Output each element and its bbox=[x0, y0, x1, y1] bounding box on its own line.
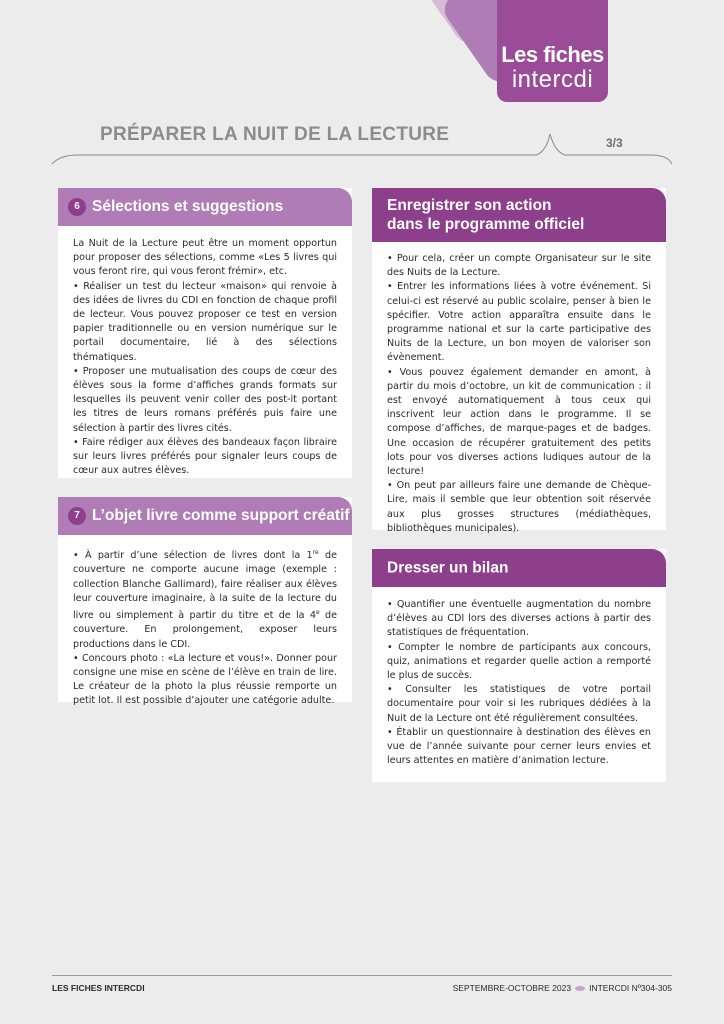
separator-dot bbox=[575, 986, 585, 991]
section-title: Enregistrer son action dans le programme officiel bbox=[387, 197, 585, 233]
footer-issue: INTERCDI Nº304-305 bbox=[589, 983, 672, 993]
bullet-item: • On peut par ailleurs faire une demande de Chèque-Lire, mais il semble que leur obtention soit réservée aux plus grosses structures (médiathèques, bibliothèques municipales). bbox=[387, 479, 651, 536]
brand-line2: intercdi bbox=[511, 66, 594, 93]
brand-logo bbox=[497, 0, 608, 102]
bullet-item: • Proposer une mutualisation des coups de cœur des élèves sous la forme d’affiches grands formats sur lesquelles ils peuvent venir coller des post-it portant les titres de leurs romans préférés puis faire une sélection à partir des livres cités. bbox=[73, 365, 337, 436]
footer-divider bbox=[52, 975, 672, 976]
bullet-item: • Compter le nombre de participants aux concours, quiz, animations et regarder quelle action a remporté le plus de succès. bbox=[387, 641, 651, 684]
page-number: 3/3 bbox=[606, 136, 623, 150]
bullet-item: • Pour cela, créer un compte Organisateur sur le site des Nuits de la Lecture. bbox=[387, 252, 651, 280]
section-title: Sélections et suggestions bbox=[92, 198, 284, 215]
bullet-item: • Concours photo : «La lecture et vous!». Donner pour consigne une mise en scène de l’élève en train de lire. Le créateur de la photo la plus réussie remporte un petit lot. Il est possible d’ajouter une catégorie adulte. bbox=[73, 652, 337, 709]
bullet-item: • Établir un questionnaire à destination des élèves en vue de l’année suivante pour cerner leurs envies et leurs attentes en matière d’animation lecture. bbox=[387, 726, 651, 769]
brand-line1: Les fiches bbox=[501, 42, 604, 67]
section-body bbox=[58, 226, 352, 478]
bullet-item: • À partir d’une sélection de livres dont la 1re de couverture ne comporte aucune image (exemple : collection Blanche Gallimard), faire réaliser aux élèves leur couverture imaginaire, à la suite de la lecture du livre ou simplement à partir du titre et de la 4e de couverture. En prolongement, exposer leurs productions dans le CDI. bbox=[73, 546, 337, 652]
footer-publication: LES FICHES INTERCDI bbox=[52, 983, 145, 993]
section-selections bbox=[58, 188, 352, 478]
footer-issue-info bbox=[453, 983, 672, 993]
section-assessment bbox=[372, 549, 666, 782]
section-header bbox=[372, 188, 666, 242]
section-title: L’objet livre comme support créatif bbox=[92, 507, 350, 524]
section-number: 7 bbox=[68, 507, 86, 525]
bullet-item: • Vous pouvez également demander en amont, à partir du mois d’octobre, un kit de communication : il est envoyé automatiquement à tous ceux qui inscrivent leur action dans le programme. Il se compose d’affiches, de marque-pages et de badges. Une occasion de récupérer gratuitement des petits lots pour vos diverses actions ludiques autour de la lecture! bbox=[387, 366, 651, 480]
section-register-action bbox=[372, 188, 666, 534]
bullet-item: • Réaliser un test du lecteur «maison» qui renvoie à des idées de livres du CDI en fonction de chaque profil de lecteur. Vous pouvez proposer ce test en version papier traditionnelle ou en version numérique sur le portail documentaire, lié à des sélections thématiques. bbox=[73, 280, 337, 365]
section-body bbox=[372, 242, 666, 536]
section-body bbox=[372, 587, 666, 768]
bullet-item: • Faire rédiger aux élèves des bandeaux façon libraire sur leurs livres préférés pour signaler leurs coups de cœur aux autres élèves. bbox=[73, 436, 337, 479]
section-title: Dresser un bilan bbox=[387, 559, 509, 577]
bullet-item: • Consulter les statistiques de votre portail documentaire pour voir si les rubriques dédiées à la Nuit de la Lecture ont été régulièrement consultées. bbox=[387, 683, 651, 726]
section-header bbox=[372, 549, 666, 587]
bullet-item: • Quantifier une éventuelle augmentation du nombre d’élèves au CDI lors des diverses actions à partir des statistiques de fréquentation. bbox=[387, 598, 651, 641]
section-body bbox=[58, 535, 352, 709]
section-number: 6 bbox=[68, 198, 86, 216]
section-creative-book bbox=[58, 497, 352, 707]
paragraph: La Nuit de la Lecture peut être un moment opportun pour proposer des sélections, comme «Les 5 livres qui vous feront rire, qui vous feront frémir», etc. bbox=[73, 238, 337, 278]
section-header bbox=[58, 497, 352, 535]
bullet-item: • Entrer les informations liées à votre événement. Si celui-ci est réservé au public scolaire, penser à bien le spécifier. Votre action apparaîtra ensuite dans le programme national et sur la carte participative des Nuits de la Lecture, un bon moyen de valoriser son évènement. bbox=[387, 280, 651, 365]
footer-date: SEPTEMBRE-OCTOBRE 2023 bbox=[452, 983, 572, 993]
section-header bbox=[58, 188, 352, 226]
page-title: PRÉPARER LA NUIT DE LA LECTURE bbox=[100, 124, 450, 145]
